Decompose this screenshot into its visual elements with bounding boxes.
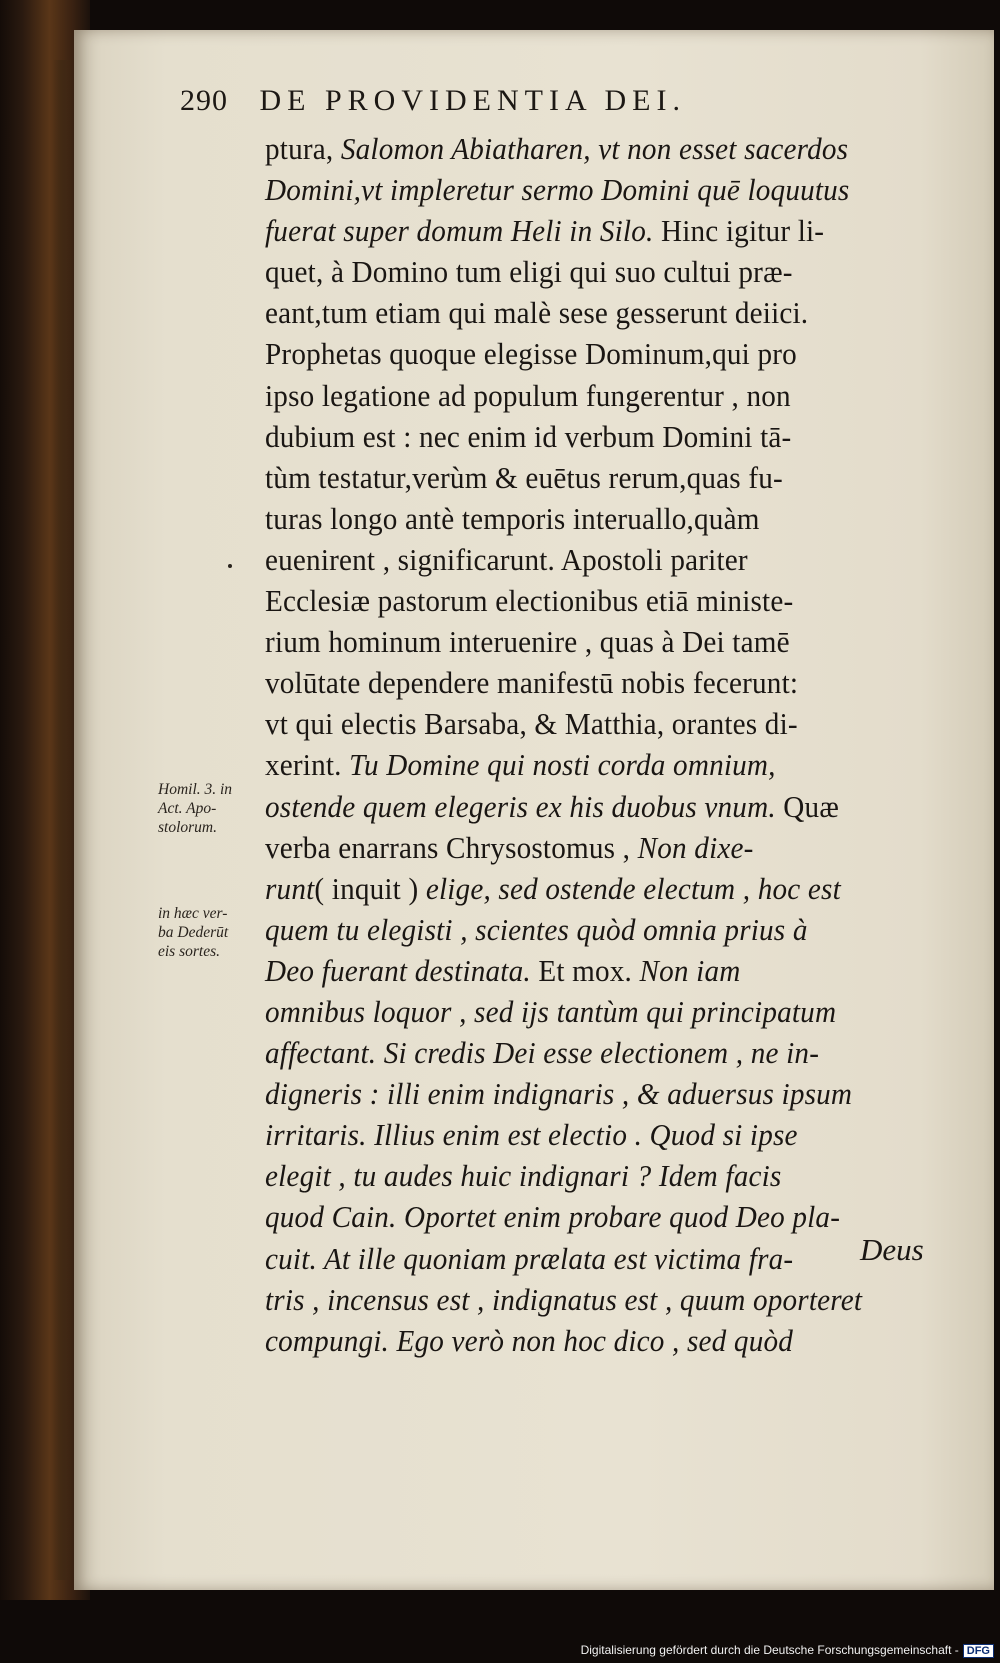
roman-text: quet, à Domino tum eligi qui suo cultui præ-	[265, 254, 793, 290]
roman-text: eant,tum etiam qui malè sese gesserunt deiici.	[265, 295, 809, 331]
italic-text: omnibus loquor , sed ijs tantùm qui principatum	[265, 993, 837, 1029]
footer-credit	[581, 1643, 994, 1658]
italic-text: ostende quem elegeris ex his duobus vnum.	[265, 788, 776, 824]
text-line	[265, 827, 905, 868]
margin-note-line: Act. Apo-	[158, 800, 217, 817]
text-line	[265, 1073, 905, 1114]
text-line	[265, 1155, 905, 1196]
footer-credit-text: Digitalisierung gefördert durch die Deutsche Forschungsgemeinschaft -	[580, 1643, 959, 1658]
text-line	[265, 703, 905, 744]
roman-text: ipso legatione ad populum fungerentur , non	[265, 377, 791, 413]
text-line	[265, 251, 905, 292]
roman-text: Et mox.	[530, 952, 640, 988]
text-line	[265, 1238, 905, 1279]
running-title: DE PROVIDENTIA DEI.	[259, 84, 686, 117]
roman-text: Prophetas quoque elegisse Dominum,qui pro	[265, 336, 797, 372]
text-line	[265, 1279, 905, 1320]
italic-text: elegit , tu audes huic indignari ? Idem facis	[265, 1158, 782, 1194]
italic-text: affectant. Si credis Dei esse electionem , ne in-	[265, 1035, 820, 1071]
italic-text: digneris : illi enim indignaris , & aduersus ipsum	[265, 1076, 853, 1112]
italic-text: quod Cain. Oportet enim probare quod Deo pla-	[265, 1199, 841, 1235]
roman-text: ptura,	[265, 131, 341, 166]
text-line	[265, 786, 905, 827]
italic-text: Non iam	[639, 952, 741, 988]
roman-text: Quæ	[775, 788, 839, 824]
italic-text: fuerat super domum Heli in Silo.	[265, 213, 654, 249]
text-line	[265, 744, 905, 785]
roman-text: Ecclesiæ pastorum electionibus etiā ministe-	[265, 583, 794, 619]
text-line	[265, 169, 905, 210]
text-line	[265, 498, 905, 539]
margin-note-line: stolorum.	[158, 819, 217, 836]
italic-text: cuit. At ille quoniam prælata est victima fra-	[265, 1240, 794, 1276]
margin-note-line: eis sortes.	[158, 943, 220, 960]
text-line	[265, 375, 905, 416]
italic-text: irritaris. Illius enim est electio . Quod si ipse	[265, 1117, 798, 1153]
italic-text: quem tu elegisti , scientes quòd omnia prius à	[265, 911, 808, 947]
roman-text: tùm testatur,verùm & euētus rerum,quas fu-	[265, 459, 783, 495]
ink-dot	[228, 564, 232, 568]
running-head	[180, 84, 870, 118]
text-line	[265, 1032, 905, 1073]
text-line	[265, 868, 905, 909]
italic-text: Non dixe-	[637, 829, 754, 865]
footer-bar	[0, 1637, 1000, 1663]
text-line	[265, 909, 905, 950]
catchword: Deus	[860, 1232, 924, 1267]
text-line	[265, 950, 905, 991]
italic-text: Deo fuerant destinata.	[265, 952, 531, 988]
text-line	[265, 416, 905, 457]
roman-text: dubium est : nec enim id verbum Domini tā-	[265, 418, 792, 454]
body-text	[265, 128, 945, 1361]
roman-text: turas longo antè temporis interuallo,quàm	[265, 500, 760, 536]
margin-note-homily	[158, 780, 232, 837]
italic-text: Tu Domine qui nosti corda omnium,	[349, 747, 776, 783]
italic-text: runt	[265, 870, 315, 906]
page-number: 290	[180, 84, 228, 117]
roman-text: volūtate dependere manifestū nobis fecerunt:	[265, 665, 799, 701]
roman-text: verba enarrans Chrysostomus ,	[265, 829, 638, 865]
roman-text: rium hominum interuenire , quas à Dei tamē	[265, 624, 790, 660]
text-line	[265, 1196, 905, 1237]
italic-text: tris , incensus est , indignatus est , quum oporteret	[265, 1281, 863, 1317]
text-line	[265, 457, 905, 498]
margin-note-line: ba Dederūt	[158, 924, 229, 941]
text-line	[265, 128, 905, 169]
text-line	[265, 1320, 905, 1361]
text-line	[265, 580, 905, 621]
text-line	[265, 662, 905, 703]
italic-text: Domini,vt impleretur sermo Domini quē loquutus	[265, 172, 850, 208]
roman-text: ( inquit )	[314, 870, 426, 906]
margin-note-verba	[158, 904, 228, 961]
roman-text: euenirent , significarunt. Apostoli pariter	[265, 541, 748, 577]
text-line	[265, 539, 905, 580]
text-line	[265, 333, 905, 374]
italic-text: compungi. Ego verò non hoc dico , sed quòd	[265, 1322, 794, 1358]
margin-note-line: Homil. 3. in	[158, 781, 233, 798]
italic-text: elige, sed ostende electum , hoc est	[425, 870, 841, 906]
roman-text: xerint.	[265, 747, 350, 783]
roman-text: vt qui electis Barsaba, & Matthia, orantes di-	[265, 706, 798, 742]
text-line	[265, 292, 905, 333]
margin-note-line: in hæc ver-	[158, 905, 228, 922]
dfg-logo: DFG	[963, 1644, 994, 1658]
roman-text: Hinc igitur li-	[653, 213, 825, 249]
text-line	[265, 991, 905, 1032]
text-line	[265, 1114, 905, 1155]
text-line	[265, 210, 905, 251]
italic-text: Salomon Abiatharen, vt non esset sacerdos	[340, 131, 849, 166]
text-line	[265, 621, 905, 662]
